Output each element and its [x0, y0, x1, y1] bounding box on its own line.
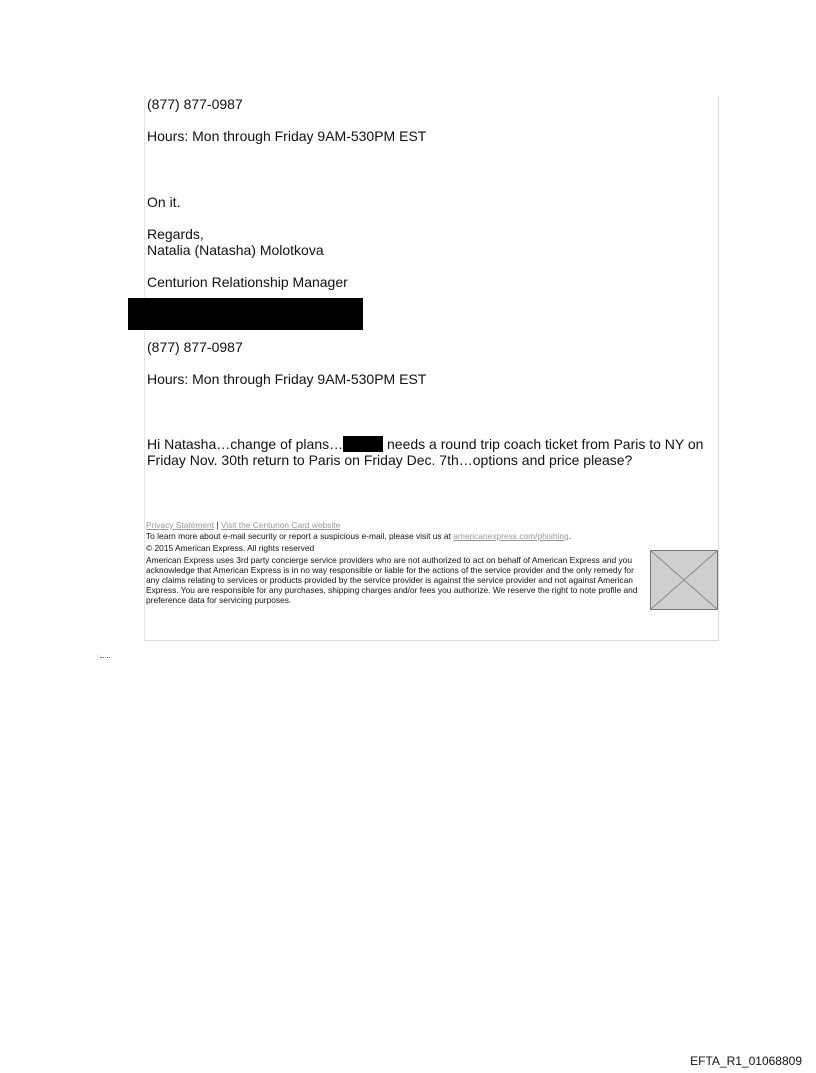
broken-image-icon — [651, 551, 717, 609]
footer-links — [146, 520, 651, 530]
office-hours: Hours: Mon through Friday 9AM-530PM EST — [147, 371, 427, 387]
link-separator: | — [216, 520, 219, 530]
image-placeholder — [650, 550, 718, 610]
copyright: © 2015 American Express. All rights reserved — [146, 543, 315, 553]
redaction-inline — [343, 436, 383, 452]
security-period: . — [568, 531, 571, 541]
security-notice — [146, 531, 666, 541]
sender-name: Natalia (Natasha) Molotkova — [147, 242, 324, 258]
security-text: To learn more about e-mail security or report a suspicious e-mail, please visit us at — [146, 531, 454, 541]
reply-text: On it. — [147, 194, 181, 210]
phone-number: (877) 877-0987 — [147, 96, 243, 112]
document-id: EFTA_R1_01068809 — [690, 1054, 802, 1068]
phone-number: (877) 877-0987 — [147, 339, 243, 355]
centurion-website-link[interactable]: Visit the Centurion Card website — [220, 520, 341, 530]
request-greeting: Hi Natasha…change of plans… — [147, 436, 344, 452]
request-body: needs a round trip coach ticket from Paris to NY on Friday Nov. 30th return to Paris on Friday Dec. 7th…options and price please? — [147, 436, 704, 468]
margin-mark: ⋮ — [95, 656, 110, 661]
redaction-block — [128, 298, 363, 330]
phishing-link[interactable]: americanexpress.com/phishing — [453, 531, 569, 541]
office-hours: Hours: Mon through Friday 9AM-530PM EST — [147, 128, 427, 144]
disclaimer: American Express uses 3rd party concierge service providers who are not authorized to act on behalf of American Express and you acknowledge that American Express is in no way responsible or liable for the actions of the service provider and the only remedy for any claims relating to services or products provided by the service provider is against the service provider and not against American Express. You are responsible for any purchases, shipping charges and/or fees you authorize. We reserve the right to note profile and preference data for servicing purposes. — [146, 555, 638, 605]
request-message — [147, 436, 712, 468]
privacy-statement-link[interactable]: Privacy Statement — [146, 520, 214, 530]
sign-off: Regards, — [147, 226, 204, 242]
sender-title: Centurion Relationship Manager — [147, 274, 348, 290]
